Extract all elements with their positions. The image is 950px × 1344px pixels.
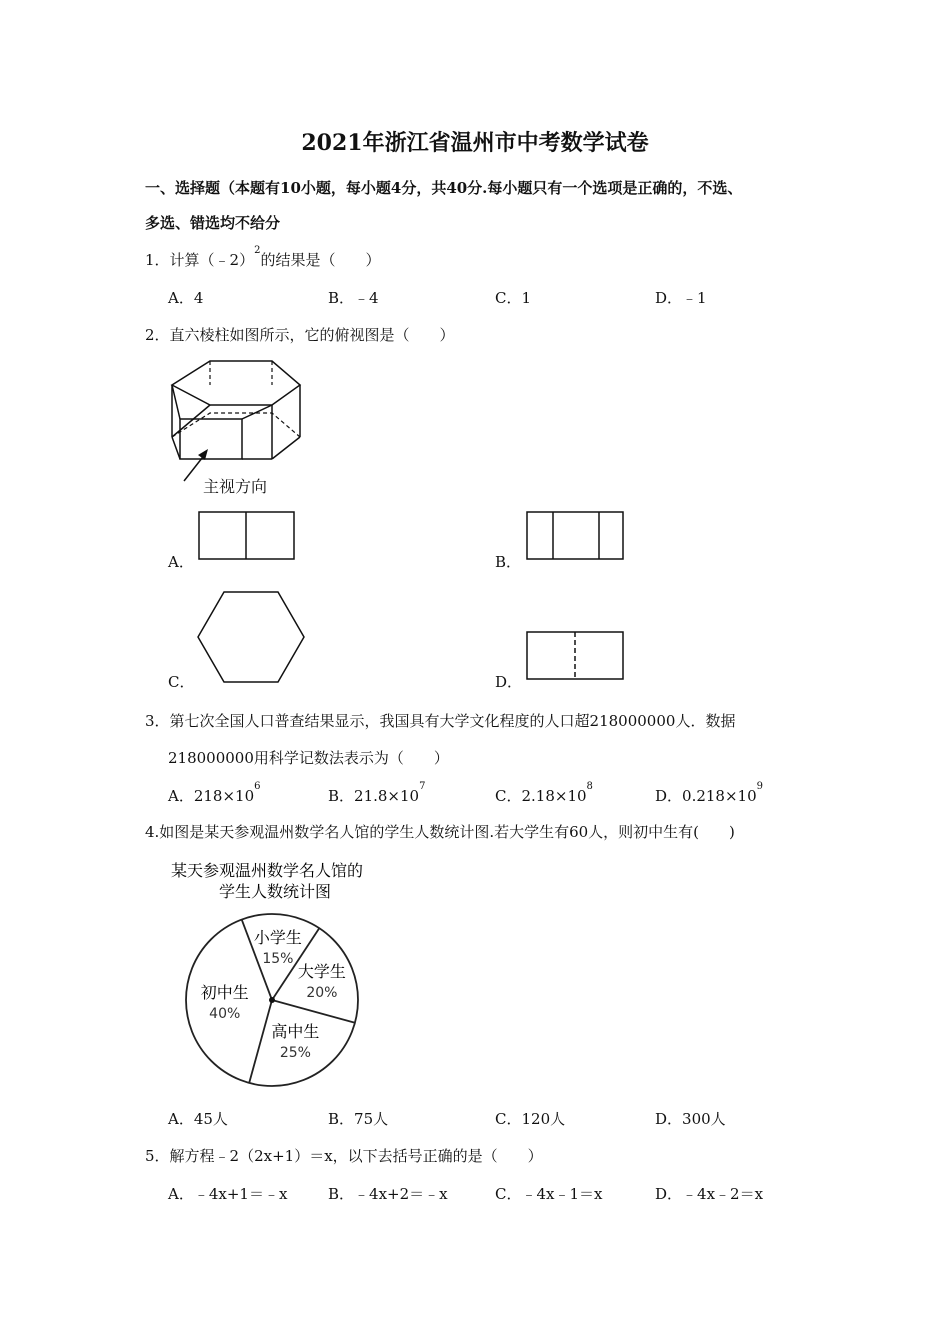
q2-option-a: A． — [168, 553, 194, 571]
q2-option-b-figure — [526, 510, 626, 562]
question-3-line1: 3．第七次全国人口普查结果显示，我国具有大学文化程度的人口超218000000人．数据 — [145, 712, 736, 730]
q4-option-c: C．120人 — [495, 1110, 566, 1128]
q1-option-c: C．1 — [495, 289, 532, 307]
view-direction-label: 主视方向 — [203, 477, 268, 496]
chart-title: 某天参观温州数学名人馆的 — [170, 861, 364, 880]
q2-option-b: B． — [495, 553, 522, 571]
q5-option-b: B．﹣4x+2＝﹣x — [328, 1185, 448, 1203]
q3-option-c: C．$2.18\times 10^8$ — [495, 781, 593, 805]
q3-option-d: D．$0.218\times 10^9$ — [655, 781, 763, 805]
q2-option-c-figure — [196, 590, 306, 686]
pie-slice-percent: 20% — [306, 985, 338, 1002]
q1-option-b: B．﹣4 — [328, 289, 379, 307]
q2-option-d: D． — [495, 673, 523, 691]
q1-option-d: D．﹣1 — [655, 289, 707, 307]
pie-slice-category: 小学生 — [253, 928, 302, 948]
prism-front-face — [180, 419, 242, 459]
pie-slice-category: 高中生 — [271, 1022, 320, 1042]
q5-option-d: D．﹣4x﹣2＝x — [655, 1185, 764, 1203]
pie-slice-boundary — [272, 1000, 355, 1023]
q5-option-c: C．﹣4x﹣1＝x — [495, 1185, 603, 1203]
q2-option-a-figure — [198, 510, 298, 562]
pie-slice-category: 大学生 — [297, 962, 346, 982]
pie-slice-category: 初中生 — [200, 983, 249, 1003]
q5-option-a: A．﹣4x+1＝﹣x — [168, 1185, 288, 1203]
pie-chart — [160, 850, 380, 1100]
section-heading-line1: 一、选择题（本题有10小题，每小题4分，共40分.每小题只有一个选项是正确的，不选、 — [145, 179, 743, 197]
q4-option-a: A．45人 — [168, 1110, 228, 1128]
pie-slice-boundary — [249, 1000, 272, 1083]
question-1-exponent: 2 — [254, 245, 261, 256]
pie-slice-percent: 40% — [209, 1006, 241, 1023]
q3-option-a: A．$218\times 10^6$ — [168, 781, 261, 805]
question-1-post: 的结果是（ ） — [260, 251, 381, 269]
q1-option-a: A．4 — [168, 289, 204, 307]
question-4: 4.如图是某天参观温州数学名人馆的学生人数统计图.若大学生有60人，则初中生有( ) — [145, 823, 735, 841]
chart-subtitle: 学生人数统计图 — [218, 882, 332, 901]
question-3-line2: 218000000用科学记数法表示为（ ） — [168, 749, 449, 767]
q2-option-c: C． — [168, 673, 195, 691]
q4-option-b: B．75人 — [328, 1110, 389, 1128]
question-1 — [145, 245, 381, 270]
q4-option-d: D．300人 — [655, 1110, 726, 1128]
prism-top-face — [172, 361, 300, 405]
pie-slice-percent: 15% — [262, 951, 294, 968]
question-2: 2．直六棱柱如图所示，它的俯视图是（ ） — [145, 326, 455, 344]
page-title: 2021年浙江省温州市中考数学试卷 — [301, 130, 649, 156]
q2-option-d-figure — [526, 630, 626, 682]
pie-center-dot — [269, 997, 275, 1003]
question-5: 5．解方程﹣2（2x+1）＝x，以下去括号正确的是（ ） — [145, 1147, 543, 1165]
question-1-pre: 1．计算（﹣2） — [145, 251, 255, 269]
q3-option-b: B．$21.8\times 10^7$ — [328, 781, 426, 805]
section-heading-line2: 多选、错选均不给分 — [145, 214, 281, 232]
pie-slice-percent: 25% — [279, 1045, 311, 1062]
